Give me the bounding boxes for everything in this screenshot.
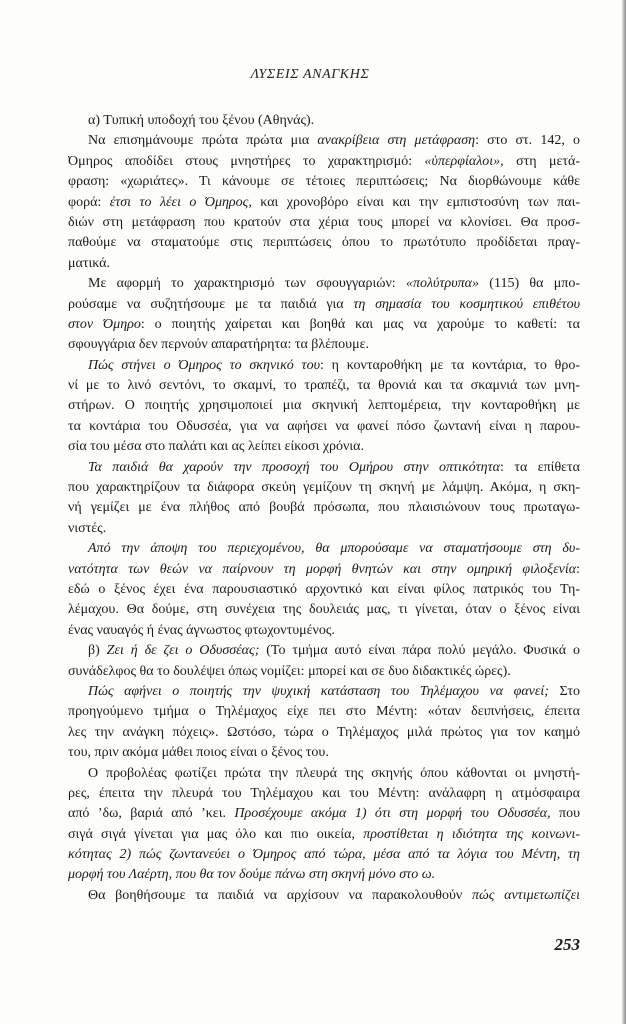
text-run: διών στη μετάφραση που κρατούν στα χέρια τους μπορεί να κλονίσει. Θα προσ-	[68, 214, 580, 230]
text-run: που	[550, 806, 580, 822]
text-run: λες την ανάγκη πόχεις». Ωστόσο, τώρα ο Τηλέμαχος μιλά πρώτος για τον καημό	[68, 724, 580, 740]
text-line	[68, 519, 580, 539]
text-line	[68, 621, 580, 641]
text-run: σία του μέσα στο παλάτι και ας λείπει είκοσι χρόνια.	[68, 439, 364, 455]
text-line	[68, 641, 580, 661]
text-line	[68, 417, 580, 437]
text-line	[68, 295, 580, 315]
text-line	[68, 274, 580, 294]
emphasis-run: Πώς αφήνει ο ποιητής την ψυχική κατάσταση του Τηλέμαχου να φανεί;	[88, 683, 549, 699]
text-line	[68, 804, 580, 824]
running-title: ΛΥΣΕΙΣ ΑΝΑΓΚΗΣ	[250, 67, 370, 82]
text-line	[68, 702, 580, 722]
text-line	[68, 437, 580, 457]
text-run: ένας ναυαγός ή ένας άγνωστος φτωχοντυμένος.	[68, 622, 335, 638]
text-line	[68, 458, 580, 478]
emphasis-run: ανακρίβεια στη μετάφραση	[317, 133, 476, 149]
text-line	[68, 254, 580, 274]
text-run: τα κοντάρια του Οδυσσέα, για να αφήσει να φανεί πόσο ζωντανή είναι η παρου-	[68, 418, 580, 434]
text-run: εδώ ο ξένος έχει ένα παρουσιαστικό αρχοντικό και είναι φίλος πατρικός του Τη-	[68, 581, 580, 597]
emphasis-run: κότητας 2) πώς ζωντανεύει ο Όμηρος από τώρα, μέσα από τα λόγια του Μέντη, τη	[68, 847, 580, 863]
text-run: α) Τυπική υποδοχή του ξένου (Αθηνάς).	[88, 113, 315, 128]
emphasis-run: Ζει ή δε ζει ο Οδυσσέας;	[106, 643, 260, 659]
text-line	[68, 845, 580, 865]
body-text	[68, 111, 580, 906]
text-line	[68, 152, 580, 172]
text-line	[68, 580, 580, 600]
text-run: : ο ποιητής χαίρεται και βοηθά και μας να χαρούμε το καθετί: τα	[140, 316, 580, 332]
text-line	[68, 865, 580, 885]
text-run: σιγά σιγά γίνεται για μας όλο και πιο οικεία,	[68, 826, 364, 842]
emphasis-run: στον Όμηρο	[68, 316, 141, 332]
text-run: ρες, έπειτα την πλευρά του Τηλέμαχου και του Μέντη: ανάλαφρη η ατμόσφαιρα	[68, 785, 580, 801]
text-run: ματικά.	[68, 255, 110, 271]
text-run: λέμαχου. Θα δούμε, στη συνέχεια της δουλειάς μας, τι γίνεται, όταν ο ξένος είναι	[68, 602, 580, 618]
text-line	[68, 172, 580, 192]
text-run: του, πριν ακόμα μάθει ποιος είναι ο ξένος του.	[68, 745, 329, 761]
text-line	[68, 356, 580, 376]
text-run: : η κονταροθήκη με τα κοντάρια, το θρο-	[320, 357, 580, 373]
text-run: προηγούμενο τμήμα ο Τηλέμαχος είχε πει στο Μέντη: «όταν δειπνήσεις, έπειτα	[68, 704, 580, 720]
text-line	[68, 764, 580, 784]
text-run: νί με το λινό σεντόνι, το σκαμνί, το τραπέζι, τα θρονιά και τα σκαμνιά των μνη-	[68, 378, 580, 394]
text-run: φορά:	[68, 194, 110, 210]
text-line	[68, 315, 580, 335]
emphasis-run: Τα παιδιά θα χαρούν την προσοχή του Ομήρου στην οπτικότητα	[88, 459, 500, 475]
text-line	[68, 233, 580, 253]
text-run: Θα βοηθήσουμε τα παιδιά να αρχίσουν να παρακολουθούν	[88, 887, 472, 903]
text-run: :	[576, 561, 580, 577]
text-run: β)	[88, 643, 107, 659]
emphasis-run: τη σημασία του κοσμητικού επιθέτου	[353, 296, 580, 312]
emphasis-run: Προσέχουμε ακόμα 1) ότι στη μορφή του Οδυσσέα,	[234, 806, 551, 822]
emphasis-run: «ὑπερφίαλοι»	[424, 153, 501, 169]
text-run: (Το τμήμα αυτό είναι πάρα πολύ μεγάλο. Φυσικά ο	[259, 643, 580, 659]
text-run: (115) θα μπο-	[479, 276, 580, 292]
emphasis-run: έτσι το λέει ο Όμηρος	[109, 194, 249, 210]
emphasis-run: πώς αντιμετωπίζει	[471, 887, 580, 903]
text-run: : τα επίθετα	[499, 459, 580, 475]
text-run: Στο	[548, 683, 580, 699]
text-run: , στη μετά-	[500, 153, 580, 169]
text-run: Όμηρος αποδίδει στους μνηστήρες το χαρακτηρισμό:	[68, 153, 425, 169]
text-line	[68, 886, 580, 906]
text-run: σφουγγάρια δεν περνούν απαρατήρητα: τα βλέπουμε.	[68, 337, 369, 353]
text-line	[68, 396, 580, 416]
text-line	[68, 723, 580, 743]
text-run: από ’δω, βαριά από ’κει.	[68, 806, 235, 822]
text-run: νιστές.	[68, 520, 107, 536]
page-number: 253	[554, 935, 580, 954]
text-run: φραση: «χωριάτες». Τι κάνουμε σε τέτοιες περιπτώσεις; Να διορθώνουμε κάθε	[68, 174, 580, 190]
text-run: Να επισημάνουμε πρώτα πρώτα μια	[88, 133, 318, 149]
text-line	[68, 376, 580, 396]
text-line	[68, 539, 580, 559]
text-run: νή γεμίζει με ένα πλήθος από βουβά πρόσωπα, που πλαισιώνουν τους πρωταγω-	[68, 500, 580, 516]
text-line	[68, 193, 580, 213]
emphasis-run: προστίθεται η ιδιότητα της κοινωνι-	[363, 826, 580, 842]
emphasis-run: μορφή του Λαέρτη, που θα τον δούμε πάνω στη σκηνή μόνο στο ω.	[68, 867, 436, 883]
text-line	[68, 743, 580, 763]
text-run: συνάδελφος θα το δουλέψει όπως νομίζει: μπορεί και σε δυο διδακτικές ώρες).	[68, 663, 511, 679]
emphasis-run: Από την άποψη του περιεχομένου, θα μπορούσαμε να σταματήσουμε στη δυ-	[88, 541, 580, 557]
text-line	[68, 131, 580, 151]
text-line	[68, 498, 580, 518]
text-line	[68, 784, 580, 804]
text-line	[68, 111, 580, 131]
text-line	[68, 662, 580, 682]
text-line	[68, 825, 580, 845]
text-run: που χαρακτηρίζουν τα διάφορα σκεύη γεμίζουν τη σκηνή με λάμψη. Ακόμα, η σκη-	[68, 480, 580, 496]
text-line	[68, 682, 580, 702]
text-run: Με αφορμή το χαρακτηρισμό των σφουγγαριών:	[88, 276, 406, 292]
text-line	[68, 213, 580, 233]
text-line	[68, 335, 580, 355]
emphasis-run: νατότητα των θεών να παίρνουν τη μορφή θνητών και στην ομηρική φιλοξενία	[68, 561, 577, 577]
scan-edge	[621, 0, 626, 1024]
text-run: Ο προβολέας φωτίζει πρώτα την πλευρά της σκηνής όπου κάθονται οι μνηστή-	[88, 765, 580, 781]
text-line	[68, 600, 580, 620]
text-line	[68, 560, 580, 580]
text-run: παθούμε να σταματούμε στις περιπτώσεις όπου το πρωτότυπο προδίδεται πραγ-	[68, 235, 580, 251]
text-run: στήρων. Ο ποιητής χρησιμοποιεί μια σκηνική λεπτομέρεια, την κονταροθήκη με	[68, 398, 580, 414]
emphasis-run: Πώς στήνει ο Όμηρος το σκηνικό του	[88, 357, 320, 373]
emphasis-run: «πολύτρυπα»	[405, 276, 479, 292]
text-line	[68, 478, 580, 498]
text-run: : στο στ. 142, ο	[475, 133, 580, 149]
text-run: , και χρονοβόρο είναι και την εμπιστοσύνη των παι-	[248, 194, 580, 210]
text-run: ρούσαμε να συζητήσουμε με τα παιδιά για	[68, 296, 354, 312]
